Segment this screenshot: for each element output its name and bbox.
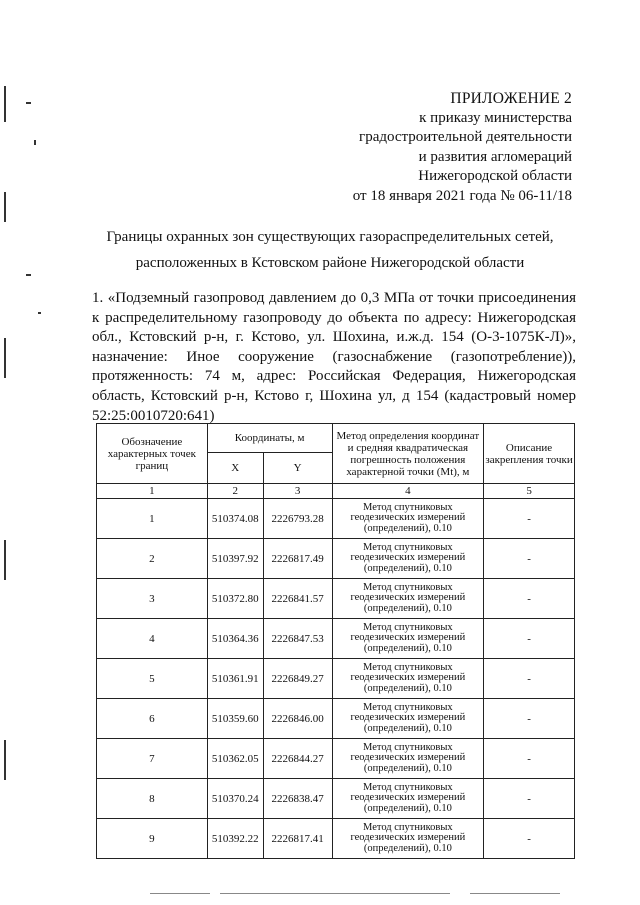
header-coordinates: Координаты, м — [207, 424, 332, 453]
appendix-line: Нижегородской области — [418, 168, 572, 184]
method-cell: Метод спутниковых геодезических измерений (определений), 0.10 — [332, 739, 484, 779]
scan-mark — [4, 338, 6, 378]
point-number: 1 — [97, 499, 208, 539]
header-x: X — [207, 453, 263, 484]
table-row — [97, 619, 575, 659]
point-number: 7 — [97, 739, 208, 779]
appendix-title: ПРИЛОЖЕНИЕ 2 — [450, 90, 572, 107]
point-number: 5 — [97, 659, 208, 699]
fixing-cell: - — [484, 539, 575, 579]
fixing-cell: - — [484, 659, 575, 699]
coord-y: 2226841.57 — [263, 579, 332, 619]
fixing-cell: - — [484, 499, 575, 539]
coord-x: 510362.05 — [207, 739, 263, 779]
method-cell: Метод спутниковых геодезических измерений (определений), 0.10 — [332, 499, 484, 539]
scan-edge-line — [150, 893, 210, 894]
column-number: 5 — [484, 484, 575, 499]
point-number: 4 — [97, 619, 208, 659]
coord-x: 510372.80 — [207, 579, 263, 619]
method-cell: Метод спутниковых геодезических измерений (определений), 0.10 — [332, 699, 484, 739]
method-cell: Метод спутниковых геодезических измерений (определений), 0.10 — [332, 619, 484, 659]
scan-edge-line — [470, 893, 560, 894]
coord-x: 510397.92 — [207, 539, 263, 579]
scan-mark — [4, 540, 6, 580]
table-row — [97, 779, 575, 819]
coord-x: 510361.91 — [207, 659, 263, 699]
coord-y: 2226817.49 — [263, 539, 332, 579]
fixing-cell: - — [484, 699, 575, 739]
coord-x: 510370.24 — [207, 779, 263, 819]
table-row — [97, 579, 575, 619]
document-heading — [60, 224, 600, 276]
coord-y: 2226847.53 — [263, 619, 332, 659]
fixing-cell: - — [484, 819, 575, 859]
coord-y: 2226849.27 — [263, 659, 332, 699]
method-cell: Метод спутниковых геодезических измерений (определений), 0.10 — [332, 819, 484, 859]
coord-x: 510364.36 — [207, 619, 263, 659]
table-row — [97, 819, 575, 859]
column-number: 1 — [97, 484, 208, 499]
coord-x: 510359.60 — [207, 699, 263, 739]
table-row — [97, 659, 575, 699]
coord-y: 2226793.28 — [263, 499, 332, 539]
point-number: 9 — [97, 819, 208, 859]
object-description: 1. «Подземный газопровод давлением до 0,3 МПа от точки присоединения к распределительному газопроводу до объекта по адресу: Нижегородская обл., Кстовский р-н, г. Кстово, ул. Шохина, и.ж.д. 154 (О-3-1075К-Л)», назначение: Иное сооружение (газоснабжение (газопотребление)), протяженность: 74 м, адрес: Российская Федерация, Нижегородская область, Кстовский р-н, Кстово г, Шохина ул, д 154 (кадастровый номер 52:25:0010720:641) — [92, 290, 576, 424]
table-row — [97, 699, 575, 739]
heading-line: расположенных в Кстовском районе Нижегородской области — [135, 255, 525, 271]
appendix-order-date: от 18 января 2021 года № 06-11/18 — [352, 187, 572, 204]
fixing-cell: - — [484, 739, 575, 779]
heading-line: Границы охранных зон существующих газораспределительных сетей, — [106, 229, 554, 245]
header-designation: Обозначение характерных точек границ — [97, 424, 208, 484]
fixing-cell: - — [484, 619, 575, 659]
appendix-line: градостроительной деятельности — [359, 129, 572, 145]
scan-mark — [4, 740, 6, 780]
column-number: 3 — [263, 484, 332, 499]
header-method: Метод определения координат и средняя квадратическая погрешность положения характерной точки (Mt), м — [332, 424, 484, 484]
column-number: 4 — [332, 484, 484, 499]
method-cell: Метод спутниковых геодезических измерений (определений), 0.10 — [332, 539, 484, 579]
table-row — [97, 739, 575, 779]
coord-y: 2226817.41 — [263, 819, 332, 859]
scan-mark — [34, 140, 36, 145]
header-y: Y — [263, 453, 332, 484]
method-cell: Метод спутниковых геодезических измерений (определений), 0.10 — [332, 659, 484, 699]
table-row — [97, 539, 575, 579]
method-cell: Метод спутниковых геодезических измерений (определений), 0.10 — [332, 779, 484, 819]
scan-mark — [4, 192, 6, 222]
point-number: 2 — [97, 539, 208, 579]
coordinates-table — [96, 423, 575, 859]
coord-y: 2226846.00 — [263, 699, 332, 739]
point-number: 3 — [97, 579, 208, 619]
coord-y: 2226838.47 — [263, 779, 332, 819]
scan-edge-line — [220, 893, 450, 894]
point-number: 6 — [97, 699, 208, 739]
method-cell: Метод спутниковых геодезических измерений (определений), 0.10 — [332, 579, 484, 619]
fixing-cell: - — [484, 579, 575, 619]
scan-mark — [26, 102, 31, 104]
scan-mark — [4, 86, 6, 122]
fixing-cell: - — [484, 779, 575, 819]
point-number: 8 — [97, 779, 208, 819]
table-row — [97, 499, 575, 539]
coord-y: 2226844.27 — [263, 739, 332, 779]
column-number: 2 — [207, 484, 263, 499]
appendix-header — [353, 89, 572, 206]
scan-mark — [38, 312, 41, 314]
coord-x: 510374.08 — [207, 499, 263, 539]
header-fixing: Описание закрепления точки — [484, 424, 575, 484]
appendix-line: к приказу министерства — [419, 109, 572, 126]
scan-mark — [26, 274, 31, 276]
coord-x: 510392.22 — [207, 819, 263, 859]
appendix-line: и развития агломераций — [418, 148, 572, 165]
